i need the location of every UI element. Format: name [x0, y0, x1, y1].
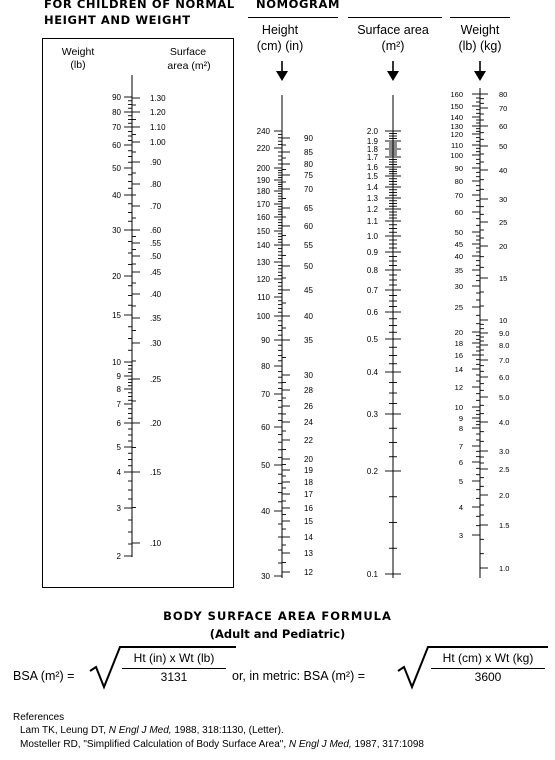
height-in-label: 14 — [304, 533, 313, 542]
weight-tick-label: 2 — [116, 552, 121, 561]
formula-numerator-2: Ht (cm) x Wt (kg) — [442, 651, 534, 665]
weight-tick-label: 5 — [116, 443, 121, 452]
sa-tick-label: 1.20 — [150, 108, 166, 117]
weight-kg-label: 8.0 — [499, 341, 510, 350]
left-weight-unit: (lb) — [70, 59, 86, 71]
surface-area-label: 0.1 — [366, 570, 378, 579]
nomo-sa-unit: (m²) — [381, 39, 405, 53]
reference-1 — [20, 724, 284, 737]
height-in-label: 19 — [304, 466, 313, 475]
height-cm-label: 70 — [261, 390, 270, 399]
fraction-bar-1 — [122, 668, 226, 669]
weight-arrow-icon — [474, 61, 486, 81]
height-in-label: 50 — [304, 262, 313, 271]
weight-lb-label: 150 — [450, 102, 463, 111]
weight-tick-label: 30 — [112, 226, 121, 235]
weight-tick-label: 8 — [116, 385, 121, 394]
sa-tick-label: .25 — [150, 375, 162, 384]
sa-tick-label: .30 — [150, 339, 162, 348]
left-panel-heading-line1: FOR CHILDREN OF NORMAL — [44, 0, 235, 11]
height-cm-label: 90 — [261, 336, 270, 345]
weight-lb-label: 5 — [458, 477, 463, 486]
height-in-label: 40 — [304, 312, 313, 321]
height-in-label: 85 — [304, 148, 313, 157]
sa-tick-label: .45 — [150, 268, 162, 277]
weight-lb-label: 6 — [458, 458, 463, 467]
height-cm-label: 30 — [261, 572, 270, 581]
height-cm-label: 240 — [256, 127, 270, 136]
weight-lb-label: 45 — [454, 240, 463, 249]
weight-kg-label: 15 — [499, 274, 508, 283]
surface-area-label: 2.0 — [366, 127, 378, 136]
height-in-label: 55 — [304, 241, 313, 250]
height-in-label: 70 — [304, 185, 313, 194]
left-sa-label: Surface — [169, 46, 207, 58]
weight-tick-label: 4 — [116, 468, 121, 477]
weight-lb-label: 10 — [454, 403, 463, 412]
weight-tick-label: 40 — [112, 191, 121, 200]
surface-area-label: 1.5 — [366, 172, 378, 181]
sa-tick-label: .35 — [150, 314, 162, 323]
weight-kg-label: 10 — [499, 316, 508, 325]
formula-subtitle: (Adult and Pediatric) — [209, 627, 346, 641]
weight-lb-label: 80 — [454, 177, 463, 186]
weight-lb-label: 12 — [454, 383, 463, 392]
weight-tick-label: 90 — [112, 93, 121, 102]
sa-tick-label: .55 — [150, 239, 162, 248]
height-cm-label: 130 — [256, 258, 270, 267]
weight-lb-label: 8 — [458, 424, 463, 433]
height-cm-label: 150 — [256, 227, 270, 236]
reference-1-journal: N Engl J Med, — [108, 725, 172, 736]
left-sa-unit: area (m²) — [167, 60, 211, 72]
weight-tick-label: 70 — [112, 123, 121, 132]
height-in-label: 18 — [304, 478, 313, 487]
height-cm-label: 100 — [256, 312, 270, 321]
weight-lb-label: 4 — [458, 503, 463, 512]
formula-denominator-1: 3131 — [160, 670, 188, 684]
reference-2-journal: N Engl J Med, — [288, 739, 352, 750]
height-cm-label: 140 — [256, 241, 270, 250]
weight-lb-label: 70 — [454, 191, 463, 200]
weight-lb-label: 7 — [458, 442, 463, 451]
weight-lb-label: 25 — [454, 303, 463, 312]
surface-area-label: 1.1 — [366, 217, 378, 226]
fraction-bar-2 — [431, 668, 545, 669]
left-panel-heading-line2: HEIGHT AND WEIGHT — [44, 13, 191, 27]
height-in-label: 26 — [304, 402, 313, 411]
height-in-label: 17 — [304, 490, 313, 499]
weight-kg-label: 30 — [499, 195, 508, 204]
weight-lb-label: 35 — [454, 266, 463, 275]
nomo-weight-label: Weight — [460, 23, 500, 37]
sa-tick-label: 1.00 — [150, 138, 166, 147]
weight-lb-label: 40 — [454, 252, 463, 261]
sa-tick-label: 1.10 — [150, 123, 166, 132]
nomo-height-label: Height — [261, 23, 299, 37]
weight-tick-label: 6 — [116, 419, 121, 428]
surface-area-label: 0.6 — [366, 308, 378, 317]
weight-lb-label: 20 — [454, 328, 463, 337]
weight-lb-label: 9 — [458, 414, 463, 423]
surface-area-label: 1.2 — [366, 205, 378, 214]
height-in-label: 60 — [304, 222, 313, 231]
weight-lb-label: 90 — [454, 164, 463, 173]
sa-tick-label: .40 — [150, 290, 162, 299]
weight-kg-label: 40 — [499, 166, 508, 175]
nomo-sa-label: Surface area — [357, 23, 429, 37]
references-heading: References — [13, 712, 65, 723]
weight-tick-label: 3 — [116, 504, 121, 513]
height-in-label: 90 — [304, 134, 313, 143]
sa-tick-label: .60 — [150, 226, 162, 235]
formula-denominator-2: 3600 — [474, 670, 502, 684]
weight-lb-label: 120 — [450, 130, 463, 139]
weight-lb-label: 130 — [450, 122, 463, 131]
reference-2-authors: Mosteller RD, "Simplified Calculation of Body Surface Area", — [20, 739, 287, 750]
weight-lb-label: 100 — [450, 151, 463, 160]
surface-area-label: 1.3 — [366, 194, 378, 203]
sa-tick-label: .10 — [150, 539, 162, 548]
height-in-label: 15 — [304, 517, 313, 526]
height-arrow-icon — [276, 61, 288, 81]
weight-lb-label: 60 — [454, 208, 463, 217]
formula-lhs: BSA (m²) = — [13, 669, 75, 683]
reference-1-authors: Lam TK, Leung DT, — [20, 725, 106, 736]
weight-tick-label: 80 — [112, 108, 121, 117]
weight-kg-label: 4.0 — [499, 418, 510, 427]
surface-area-label: 1.8 — [366, 145, 378, 154]
weight-tick-label: 50 — [112, 164, 121, 173]
weight-lb-label: 30 — [454, 282, 463, 291]
weight-kg-label: 2.0 — [499, 491, 510, 500]
weight-lb-label: 14 — [454, 365, 463, 374]
height-in-label: 12 — [304, 568, 313, 577]
height-in-label: 45 — [304, 286, 313, 295]
weight-kg-label: 6.0 — [499, 373, 510, 382]
reference-1-citation: 1988, 318:1130, (Letter). — [174, 725, 284, 736]
weight-lb-label: 110 — [451, 141, 463, 150]
weight-kg-label: 1.0 — [499, 564, 510, 573]
sa-tick-label: .70 — [150, 202, 162, 211]
weight-lb-label: 140 — [450, 113, 463, 122]
sa-tick-label: .15 — [150, 468, 162, 477]
surface-area-label: 1.0 — [366, 232, 378, 241]
height-cm-label: 120 — [256, 275, 270, 284]
height-in-label: 28 — [304, 386, 313, 395]
surface-area-label: 0.4 — [366, 368, 378, 377]
weight-tick-label: 15 — [112, 311, 121, 320]
height-cm-label: 220 — [256, 144, 270, 153]
weight-tick-label: 20 — [112, 272, 121, 281]
sa-tick-label: .50 — [150, 252, 162, 261]
weight-kg-label: 20 — [499, 242, 508, 251]
weight-kg-label: 3.0 — [499, 447, 510, 456]
weight-kg-label: 5.0 — [499, 393, 510, 402]
formula-title: BODY SURFACE AREA FORMULA — [163, 609, 392, 623]
weight-kg-label: 25 — [499, 218, 508, 227]
surface-area-label: 0.7 — [366, 286, 378, 295]
nomogram-heading: NOMOGRAM — [256, 0, 341, 11]
weight-tick-label: 9 — [116, 372, 121, 381]
weight-lb-label: 16 — [454, 351, 463, 360]
weight-kg-label: 1.5 — [499, 521, 510, 530]
weight-tick-label: 60 — [112, 141, 121, 150]
formula-connector: or, in metric: BSA (m²) = — [232, 669, 366, 683]
weight-kg-label: 60 — [499, 122, 508, 131]
height-in-label: 65 — [304, 204, 313, 213]
height-in-label: 75 — [304, 171, 313, 180]
surface-area-label: 0.5 — [366, 335, 378, 344]
height-cm-label: 190 — [256, 176, 270, 185]
height-cm-label: 180 — [256, 187, 270, 196]
height-cm-label: 110 — [257, 293, 270, 302]
height-cm-label: 40 — [261, 507, 270, 516]
surface-area-label: 1.6 — [366, 163, 378, 172]
height-cm-label: 80 — [261, 362, 270, 371]
weight-lb-label: 3 — [458, 531, 463, 540]
weight-kg-label: 9.0 — [499, 329, 510, 338]
surface-area-label: 0.2 — [366, 467, 378, 476]
formula-numerator-1: Ht (in) x Wt (lb) — [133, 651, 215, 665]
weight-tick-label: 7 — [116, 400, 121, 409]
sa-tick-label: .90 — [150, 158, 162, 167]
sa-tick-label: 1.30 — [150, 94, 166, 103]
weight-kg-label: 80 — [499, 90, 508, 99]
reference-2-citation: 1987, 317:1098 — [354, 739, 424, 750]
reference-2 — [20, 738, 424, 751]
height-in-label: 30 — [304, 371, 313, 380]
surface-area-label: 1.4 — [366, 183, 378, 192]
height-cm-label: 200 — [256, 164, 270, 173]
weight-kg-label: 70 — [499, 104, 508, 113]
height-in-label: 35 — [304, 336, 313, 345]
height-in-label: 13 — [304, 549, 313, 558]
height-cm-label: 50 — [261, 461, 270, 470]
nomo-height-unit: (cm) (in) — [256, 39, 304, 53]
nomo-weight-unit: (lb) (kg) — [458, 39, 502, 53]
height-cm-label: 60 — [261, 423, 270, 432]
height-cm-label: 170 — [256, 200, 270, 209]
surface-area-label: 1.7 — [366, 153, 378, 162]
height-in-label: 22 — [304, 436, 313, 445]
height-cm-label: 160 — [256, 213, 270, 222]
weight-lb-label: 50 — [454, 228, 463, 237]
height-in-label: 80 — [304, 160, 313, 169]
weight-kg-label: 2.5 — [499, 465, 510, 474]
weight-tick-label: 10 — [112, 358, 121, 367]
surface-area-label: 0.3 — [366, 410, 378, 419]
sa-tick-label: .20 — [150, 419, 162, 428]
weight-lb-label: 18 — [454, 339, 463, 348]
sa-tick-label: .80 — [150, 180, 162, 189]
sa-arrow-icon — [387, 61, 399, 81]
height-in-label: 24 — [304, 418, 313, 427]
surface-area-label: 0.9 — [366, 248, 378, 257]
weight-lb-label: 160 — [450, 90, 463, 99]
left-weight-label: Weight — [61, 46, 95, 58]
surface-area-label: 0.8 — [366, 266, 378, 275]
weight-kg-label: 7.0 — [499, 356, 510, 365]
weight-kg-label: 50 — [499, 142, 508, 151]
surface-area-label: 1.9 — [366, 137, 378, 146]
height-in-label: 16 — [304, 504, 313, 513]
height-in-label: 20 — [304, 455, 313, 464]
